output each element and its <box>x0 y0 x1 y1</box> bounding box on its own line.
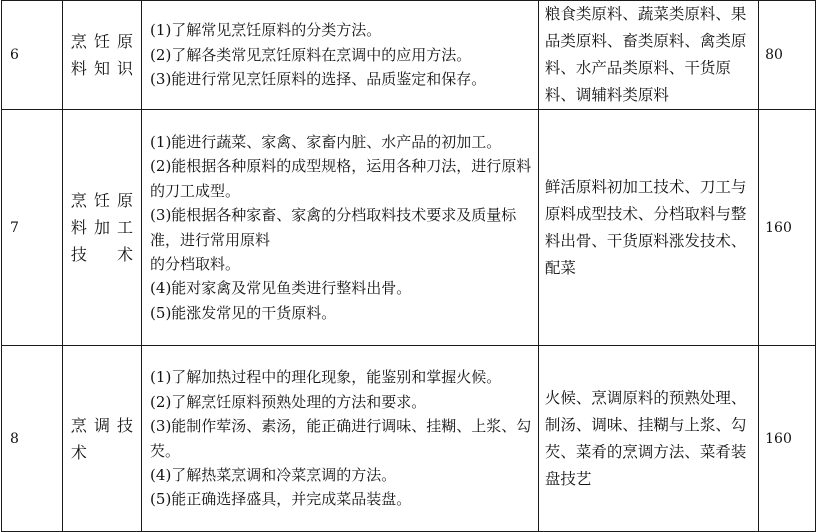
row-number: 6 <box>2 1 63 110</box>
row-number: 7 <box>2 110 63 346</box>
curriculum-table <box>1 0 816 532</box>
course-name: 烹饪原料知识 <box>62 1 141 110</box>
requirement-item: (5)能正确选择盛具，并完成菜品装盘。 <box>150 490 412 509</box>
table-row <box>2 1 816 110</box>
requirement-item: (1)了解常见烹饪原料的分类方法。 <box>150 21 382 40</box>
course-requirements <box>142 110 539 346</box>
requirement-item: (3)能进行常见烹饪原料的选择、品质鉴定和保存。 <box>150 70 487 89</box>
requirement-item: (4)能对家禽及常见鱼类进行整料出骨。 <box>150 279 412 298</box>
requirement-item: (2)了解各类常见烹饪原料在烹调中的应用方法。 <box>150 45 472 64</box>
course-name: 烹饪原料加工技术 <box>62 110 141 346</box>
requirement-item: (1)了解加热过程中的理化现象，能鉴别和掌握火候。 <box>150 368 502 387</box>
table-row <box>2 346 816 532</box>
row-number: 8 <box>2 346 63 532</box>
requirement-item: 的分档取料。 <box>150 254 241 273</box>
course-name: 烹调技术 <box>62 346 141 532</box>
course-hours: 160 <box>759 346 816 532</box>
course-hours: 80 <box>759 1 816 110</box>
course-requirements <box>142 1 539 110</box>
requirement-item: (2)了解烹饪原料预熟处理的方法和要求。 <box>150 392 427 411</box>
table-row <box>2 110 816 346</box>
course-hours: 160 <box>759 110 816 346</box>
course-content: 火候、烹调原料的预熟处理、制汤、调味、挂糊与上浆、勾芡、菜肴的烹调方法、菜肴装盘技艺 <box>538 346 758 532</box>
requirement-item: (3)能制作荤汤、素汤，能正确进行调味、挂糊、上浆、勾芡。 <box>150 417 532 460</box>
requirement-item: (2)能根据各种原料的成型规格，运用各种刀法，进行原料的刀工成型。 <box>150 157 532 200</box>
course-content: 粮食类原料、蔬菜类原料、果品类原料、畜类原料、禽类原料、水产品类原料、干货原料、调辅料类原料 <box>538 1 758 110</box>
requirement-item: (3)能根据各种家畜、家禽的分档取料技术要求及质量标准，进行常用原料 <box>150 206 517 249</box>
course-content: 鲜活原料初加工技术、刀工与原料成型技术、分档取料与整料出骨、干货原料涨发技术、配菜 <box>538 110 758 346</box>
course-requirements <box>142 346 539 532</box>
requirement-item: (1)能进行蔬菜、家禽、家畜内脏、水产品的初加工。 <box>150 132 502 151</box>
requirement-item: (4)了解热菜烹调和冷菜烹调的方法。 <box>150 465 397 484</box>
requirement-item: (5)能涨发常见的干货原料。 <box>150 303 337 322</box>
